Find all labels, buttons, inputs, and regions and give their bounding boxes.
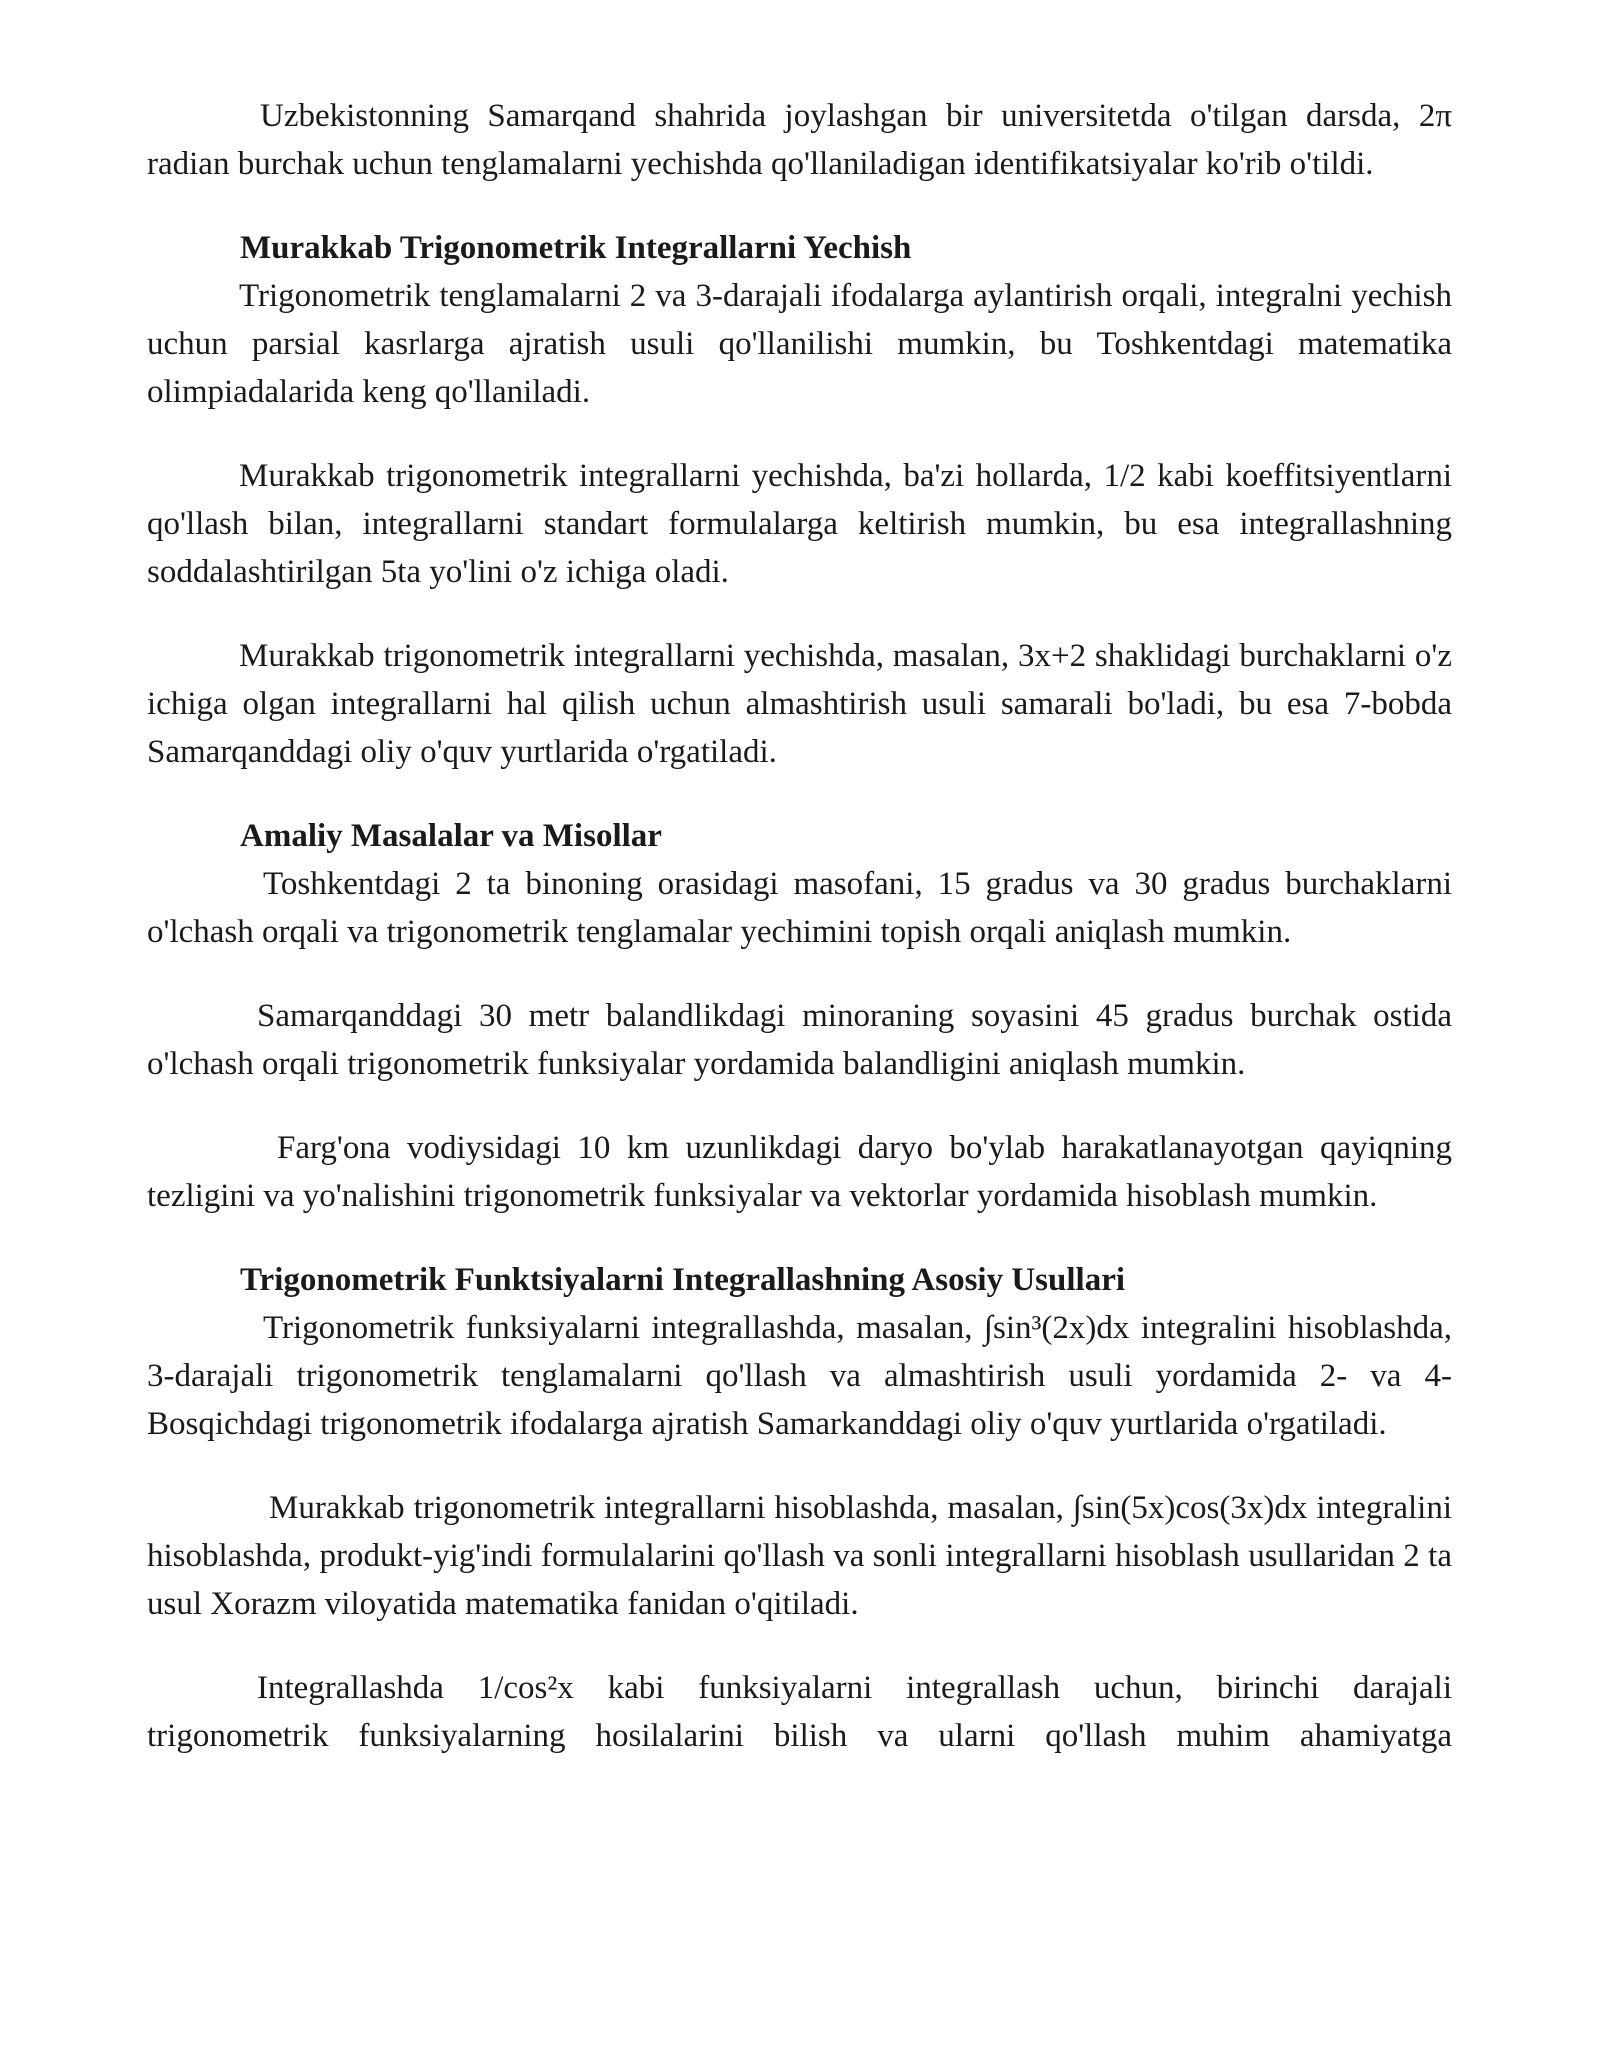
section-heading: Trigonometrik Funktsiyalarni Integrallashning Asosiy Usullari <box>240 1262 1126 1298</box>
document-page <box>147 92 1452 1760</box>
paragraph: Trigonometrik tenglamalarni 2 va 3-darajali ifodalarga aylantirish orqali, integralni yechish uchun parsial kasrlarga ajratish usuli qo'llanilishi mumkin, bu Toshkentdagi matematika olimpiadalarida keng qo'llaniladi. <box>147 278 1452 410</box>
paragraph: Samarqanddagi 30 metr balandlikdagi minoraning soyasini 45 gradus burchak ostida o'lchash orqali trigonometrik funksiyalar yordamida balandligini aniqlash mumkin. <box>147 998 1452 1082</box>
section-heading: Amaliy Masalalar va Misollar <box>240 818 662 854</box>
paragraph: Uzbekistonning Samarqand shahrida joylashgan bir universitetda o'tilgan darsda, 2π radian burchak uchun tenglamalarni yechishda qo'llaniladigan identifikatsiyalar ko'rib o'tildi. <box>147 98 1452 182</box>
paragraph: Integrallashda 1/cos²x kabi funksiyalarni integrallash uchun, birinchi darajali trigonometrik funksiyalarning hosilalarini bilish va ularni qo'llash muhim ahamiyatga <box>147 1670 1452 1754</box>
paragraph: Trigonometrik funksiyalarni integrallashda, masalan, ∫sin³(2x)dx integralini hisoblashda, 3-darajali trigonometrik tenglamalarni qo'llash va almashtirish usuli yordamida 2- va 4- Bosqichdagi trigonometrik ifodalarga ajratish Samarkanddagi oliy o'quv yurtlarida o'rgatiladi. <box>147 1310 1452 1442</box>
paragraph: Murakkab trigonometrik integrallarni hisoblashda, masalan, ∫sin(5x)cos(3x)dx integralini hisoblashda, produkt-yig'indi formulalarini qo'llash va sonli integrallarni hisoblash usullaridan 2 ta usul Xorazm viloyatida matematika fanidan o'qitiladi. <box>147 1490 1452 1622</box>
paragraph: Toshkentdagi 2 ta binoning orasidagi masofani, 15 gradus va 30 gradus burchaklarni o'lchash orqali va trigonometrik tenglamalar yechimini topish orqali aniqlash mumkin. <box>147 866 1452 950</box>
section-heading: Murakkab Trigonometrik Integrallarni Yechish <box>240 230 912 266</box>
paragraph: Murakkab trigonometrik integrallarni yechishda, masalan, 3x+2 shaklidagi burchaklarni o'z ichiga olgan integrallarni hal qilish uchun almashtirish usuli samarali bo'ladi, bu esa 7-bobda Samarqanddagi oliy o'quv yurtlarida o'rgatiladi. <box>147 638 1452 770</box>
paragraph: Farg'ona vodiysidagi 10 km uzunlikdagi daryo bo'ylab harakatlanayotgan qayiqning tezligini va yo'nalishini trigonometrik funksiyalar va vektorlar yordamida hisoblash mumkin. <box>147 1130 1452 1214</box>
paragraph: Murakkab trigonometrik integrallarni yechishda, ba'zi hollarda, 1/2 kabi koeffitsiyentlarni qo'llash bilan, integrallarni standart formulalarga keltirish mumkin, bu esa integrallashning soddalashtirilgan 5ta yo'lini o'z ichiga oladi. <box>147 458 1452 590</box>
